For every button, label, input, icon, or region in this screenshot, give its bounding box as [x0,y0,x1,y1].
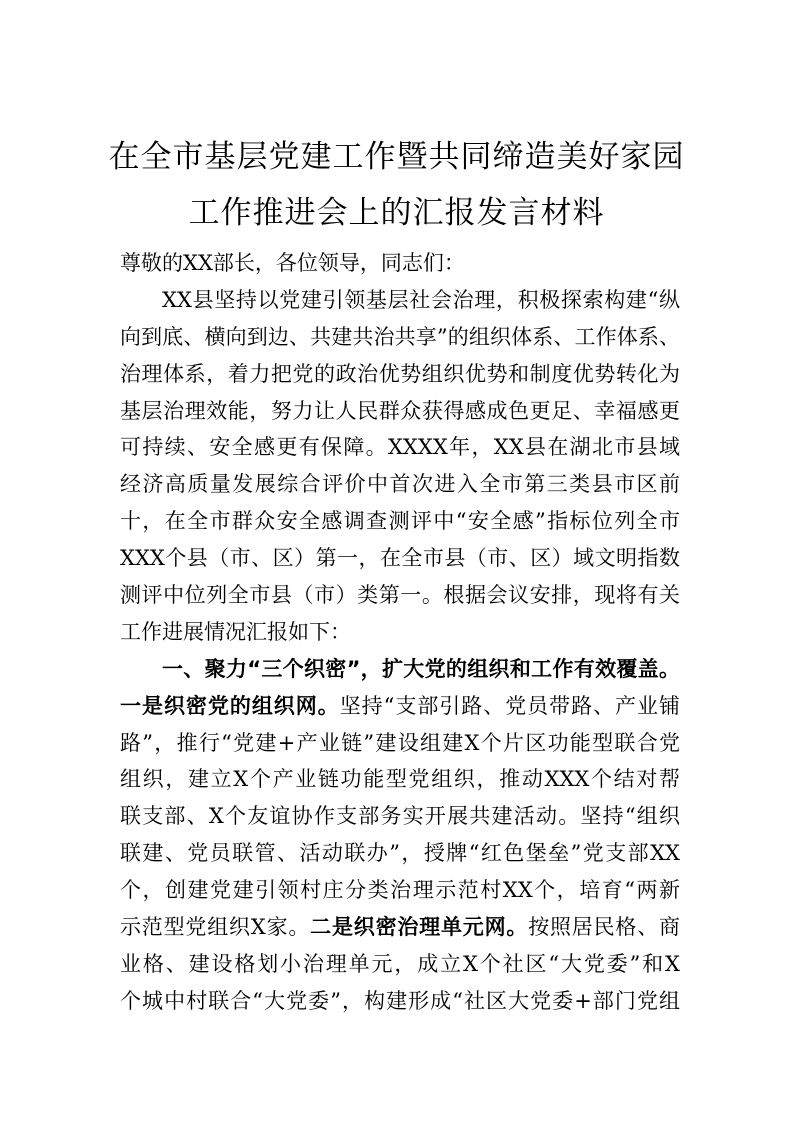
paragraph-line: 联支部、X个友谊协作支部务实开展共建活动。坚持“组织 [120,804,680,829]
paragraph-text: 示范型党组织X家。 [120,915,311,940]
paragraph-line: XX县坚持以党建引领基层社会治理，积极探索构建“纵 [162,287,680,312]
subheading-2: 二是织密治理单元网。 [310,915,529,940]
paragraph-line: 治理体系，着力把党的政治优势组织优势和制度优势转化为 [120,361,680,386]
paragraph-line: 测评中位列全市县（市）类第一。根据会议安排，现将有关 [120,583,680,608]
paragraph-line: 个城中村联合“大党委”，构建形成“社区大党委+部门党组 [120,988,680,1013]
salutation: 尊敬的XX部长，各位领导，同志们： [120,251,465,275]
paragraph-line: 组织，建立X个产业链功能型党组织，推动XXX个结对帮 [120,767,680,792]
paragraph-line: 可持续、安全感更有保障。XXXX年，XX县在湖北市县域 [120,435,680,460]
paragraph-line [120,909,680,946]
paragraph-line: 十，在全市群众安全感调查测评中“安全感”指标位列全市 [120,509,680,534]
document-title-line-1: 在全市基层党建工作暨共同缔造美好家园 [108,139,685,175]
document-body [120,245,680,1020]
paragraph-line: XXX个县（市、区）第一，在全市县（市、区）域文明指数 [120,546,680,571]
subheading-1: 一是织密党的组织网。 [120,693,340,718]
paragraph-text: 坚持“支部引路、党员带路、产业铺 [339,693,680,718]
paragraph-line: 联建、党员联管、活动联办”，授牌“红色堡垒”党支部XX [120,841,680,866]
paragraph-line: 业格、建设格划小治理单元，成立X个社区“大党委”和X [120,951,680,976]
paragraph-line [120,688,680,725]
paragraph-line: 基层治理效能，努力让人民群众获得感成色更足、幸福感更 [120,398,680,423]
section-heading: 一、聚力“三个织密”，扩大党的组织和工作有效覆盖。 [162,656,680,681]
paragraph-line: 工作进展情况汇报如下： [120,619,351,644]
paragraph-line: 路”，推行“党建+产业链”建设组建X个片区功能型联合党 [120,730,680,755]
paragraph-line: 经济高质量发展综合评价中首次进入全市第三类县市区前 [120,472,680,497]
paragraph-text: 按照居民格、商 [528,915,680,940]
paragraph-line: 向到底、横向到边、共建共治共享”的组织体系、工作体系、 [120,324,680,349]
document-title-line-2: 工作推进会上的汇报发言材料 [188,195,605,231]
paragraph-line: 个，创建党建引领村庄分类治理示范村XX个，培育“两新 [120,878,680,903]
